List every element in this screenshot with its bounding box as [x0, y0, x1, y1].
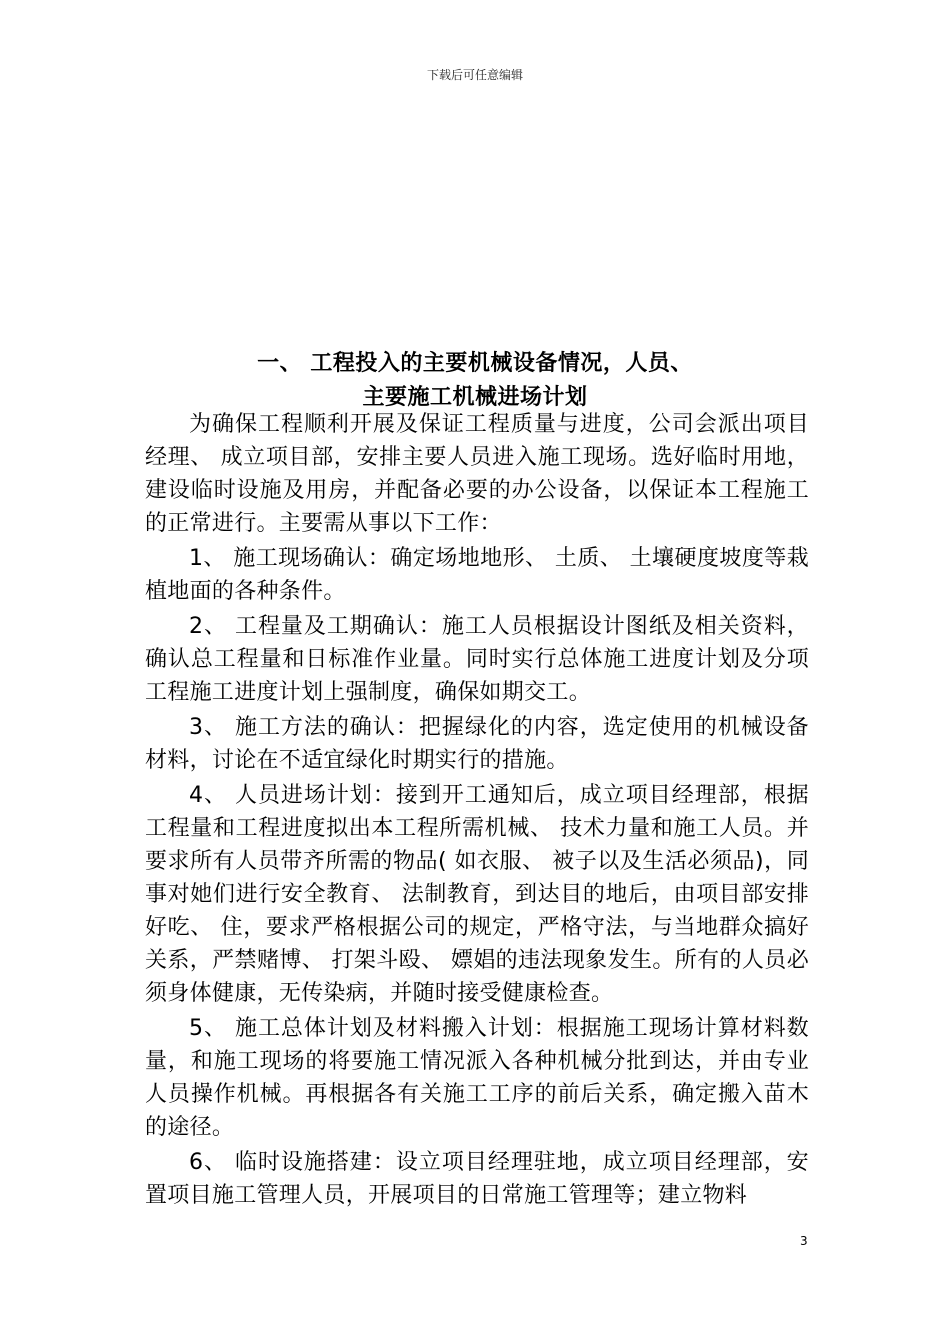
list-item: 5、 施工总体计划及材料搬入计划：根据施工现场计算材料数量，和施工现场的将要施工情况派入各种机械分批到达，并由专业人员操作机械。再根据各有关施工工序的前后关系，确定搬入苗木的途径。: [145, 1016, 809, 1140]
page-number: 3: [800, 1234, 808, 1248]
section-title-line-2: 主要施工机械进场计划: [362, 385, 588, 410]
intro-paragraph: 为确保工程顺利开展及保证工程质量与进度，公司会派出项目经理、 成立项目部，安排主要人员进入施工现场。选好临时用地，建设临时设施及用房，并配备必要的办公设备，以保证本工程施工的正常进行。主要需从事以下工作：: [145, 412, 809, 536]
list-item: 4、 人员进场计划：接到开工通知后，成立项目经理部，根据工程量和工程进度拟出本工程所需机械、 技术力量和施工人员。并要求所有人员带齐所需的物品( 如衣服、 被子以及生活必须品)，同事对她们进行安全教育、 法制教育，到达目的地后，由项目部安排好吃、 住，要求严格根据公司的规定，严格守法，与当地群众搞好关系，严禁赌博、 打架斗殴、 嫖娼的违法现象发生。所有的人员必须身体健康，无传染病，并随时接受健康检查。: [145, 783, 809, 1006]
list-item: 6、 临时设施搭建：设立项目经理驻地，成立项目经理部，安置项目施工管理人员，开展项目的日常施工管理等；建立物料: [145, 1150, 809, 1208]
list-item: 1、 施工现场确认：确定场地地形、 土质、 土壤硬度坡度等栽植地面的各种条件。: [145, 546, 809, 604]
section-title-line-1: 一、 工程投入的主要机械设备情况，人员、: [257, 351, 693, 376]
header-note: 下载后可任意编辑: [426, 68, 523, 82]
list-item: 3、 施工方法的确认：把握绿化的内容，选定使用的机械设备材料，讨论在不适宜绿化时期实行的措施。: [145, 715, 809, 773]
list-item: 2、 工程量及工期确认：施工人员根据设计图纸及相关资料，确认总工程量和日标准作业量。同时实行总体施工进度计划及分项工程施工进度计划上强制度，确保如期交工。: [145, 614, 809, 705]
body-text: [145, 408, 809, 1212]
